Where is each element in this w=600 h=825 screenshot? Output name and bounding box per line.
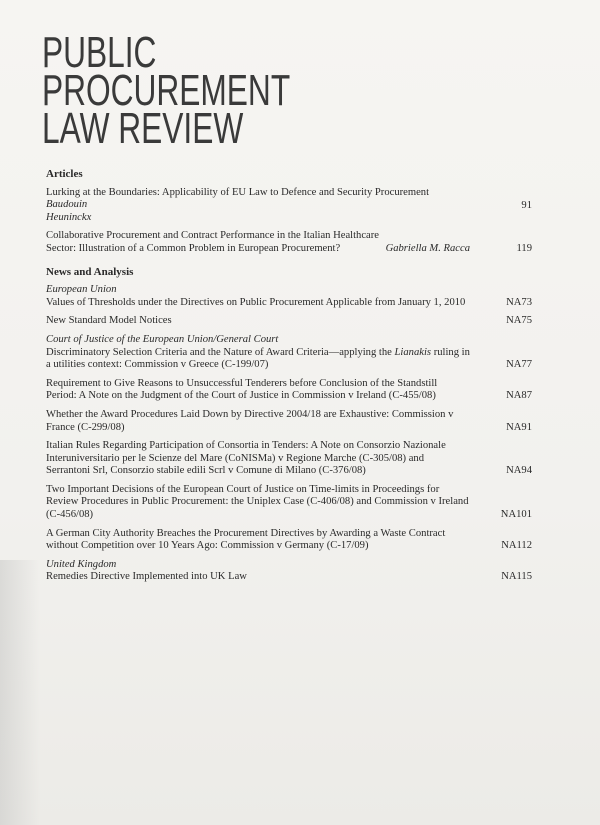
article-entry[interactable] (46, 187, 532, 225)
news-category-label: Court of Justice of the European Union/General Court (46, 333, 279, 345)
news-title: Values of Thresholds under the Directives on Public Procurement Applicable from January 1, 2010 (46, 296, 466, 308)
journal-title-line-3: LAW REVIEW (42, 104, 244, 153)
news-entry[interactable] (46, 559, 532, 584)
journal-title-line-2: PROCUREMENT (42, 66, 291, 115)
news-entry[interactable] (46, 284, 532, 309)
news-category-label: United Kingdom (46, 558, 117, 570)
news-page-number: NA115 (501, 571, 532, 583)
article-page-number: 119 (516, 242, 532, 254)
table-of-contents (46, 168, 532, 590)
journal-title (42, 28, 291, 153)
news-page-number: NA77 (506, 359, 532, 371)
news-title-italic-case: Lianakis (394, 346, 432, 358)
news-title-part-1: Discriminatory Selection Criteria and the Nature of Award Criteria—applying the (46, 346, 392, 358)
articles-heading: Articles (46, 168, 83, 180)
news-title: Remedies Directive Implemented into UK Law (46, 571, 247, 583)
news-title: Whether the Award Procedures Laid Down by Directive 2004/18 are Exhaustive: Commission v France (C-299/08) (46, 408, 454, 433)
news-title: Requirement to Give Reasons to Unsuccessful Tenderers before Conclusion of the Standstill Period: A Note on the Judgment of the Court of Justice in Commission v Ireland (C-455/08) (46, 377, 438, 402)
news-page-number: NA112 (501, 540, 532, 552)
news-entry[interactable] (46, 334, 532, 372)
news-heading: News and Analysis (46, 265, 134, 278)
journal-title-line-1: PUBLIC (42, 28, 157, 77)
news-entry[interactable] (46, 440, 532, 478)
article-title: Lurking at the Boundaries: Applicability of EU Law to Defence and Security Procurement (46, 186, 430, 198)
article-author-last: Heuninckx (46, 211, 92, 223)
news-entry[interactable] (46, 528, 532, 553)
news-title: Two Important Decisions of the European Court of Justice on Time-limits in Proceedings for Review Procedures in Public Procurement: the Uniplex Case (C-406/08) and Commission v Ireland (C-456/08) (46, 483, 469, 521)
article-page-number: 91 (521, 199, 532, 211)
page-edge-shadow (0, 560, 40, 825)
article-entry[interactable] (46, 230, 532, 255)
news-title: Italian Rules Regarding Participation of Consortia in Tenders: A Note on Consorzio Nazionale Interuniversitario per le Scienze del Mare (CoNISMa) v Regione Marche (C-305/08) and Serrantoni Srl, Consorzio stabile edili Scrl v Comune di Milano (C-376/08) (46, 440, 446, 477)
news-entry[interactable] (46, 378, 532, 403)
news-page-number: NA91 (506, 421, 532, 433)
news-category-label: European Union (46, 284, 117, 296)
news-title-part-2: ruling in a utilities context: Commission v Greece (C-199/07) (46, 346, 470, 371)
news-page-number: NA101 (500, 509, 532, 521)
article-title: Collaborative Procurement and Contract Performance in the Italian Healthcare Sector: Illustration of a Common Problem in European Procurement? (46, 230, 379, 254)
news-entry[interactable] (46, 484, 532, 522)
news-entry[interactable] (46, 409, 532, 434)
news-page-number: NA75 (506, 315, 532, 327)
news-page-number: NA73 (506, 296, 532, 308)
news-entry[interactable] (46, 315, 532, 328)
news-title: A German City Authority Breaches the Procurement Directives by Awarding a Waste Contract without Competition over 10 Years Ago: Commission v Germany (C-17/09) (46, 527, 446, 552)
article-author-first: Baudouin (46, 199, 88, 211)
news-title: New Standard Model Notices (46, 315, 172, 327)
article-author: Gabriella M. Racca (385, 242, 470, 254)
news-page-number: NA87 (506, 390, 532, 402)
news-page-number: NA94 (506, 465, 532, 477)
